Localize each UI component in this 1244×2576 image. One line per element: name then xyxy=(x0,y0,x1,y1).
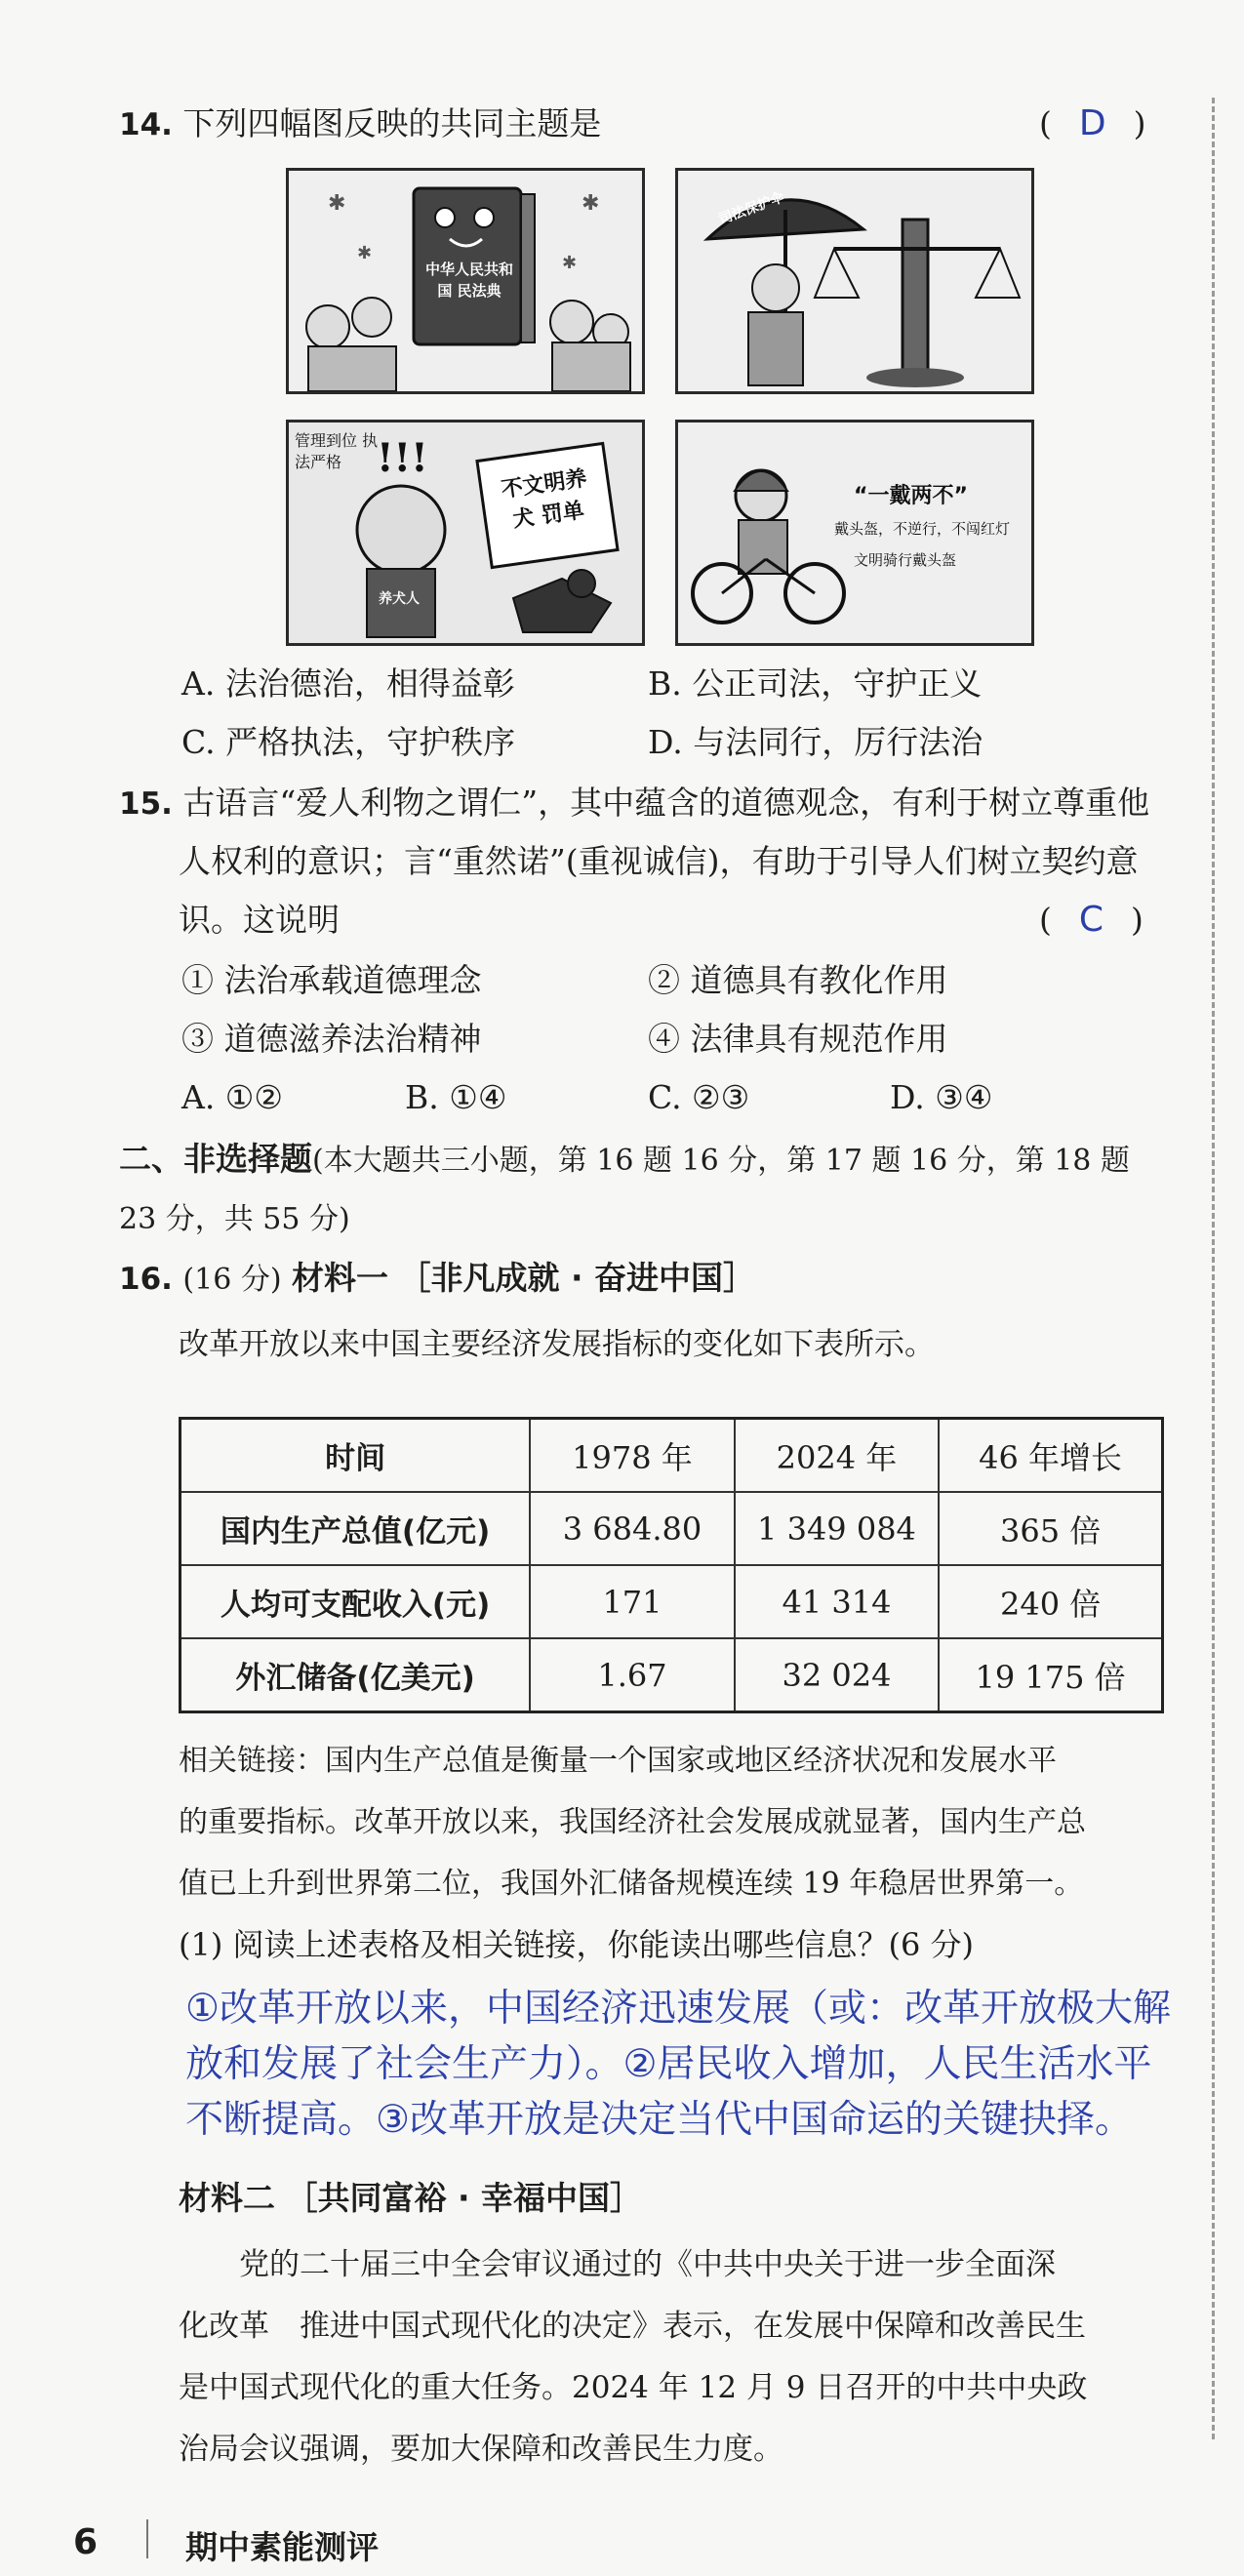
q14-number: 14. xyxy=(119,107,173,142)
q15-item-2: ② 道德具有教化作用 xyxy=(648,961,948,999)
q15-line2: 人权利的意识；言“重然诺”(重视诚信)，有助于引导人们树立契约意 xyxy=(179,842,1139,880)
q16-score: (16 分) xyxy=(182,1263,282,1297)
q16-material2-line3: 是中国式现代化的重大任务。2024 年 12 月 9 日召开的中共中央政 xyxy=(179,2370,1088,2405)
cartoon-umbrella-caption: 司法保护伞 xyxy=(716,189,786,228)
table-cell: 41 314 xyxy=(735,1565,939,1638)
q16-link-line1: 相关链接：国内生产总值是衡量一个国家或地区经济状况和发展水平 xyxy=(179,1744,1057,1778)
cartoon-book-caption: 中华人民共和国 民法典 xyxy=(425,261,514,300)
cartoon-helmet-cycling xyxy=(675,420,1034,646)
table-cell: 国内生产总值(亿元) xyxy=(181,1492,531,1565)
footer-divider xyxy=(146,2519,148,2558)
footer-title: 期中素能测评 xyxy=(185,2528,379,2566)
svg-text:✱: ✱ xyxy=(562,253,578,273)
table-cell: 外汇储备(亿美元) xyxy=(181,1638,531,1712)
q16-material2-line2: 化改革 推进中国式现代化的决定》表示，在发展中保障和改善民生 xyxy=(179,2309,1086,2344)
q14-option-b: B. 公正司法，守护正义 xyxy=(648,664,983,703)
q15-choice-d: D. ③④ xyxy=(890,1078,993,1116)
q14-option-c: C. 严格执法，守护秩序 xyxy=(181,723,516,761)
q15-choice-b: B. ①④ xyxy=(405,1078,507,1116)
section2-note-cont: 23 分，共 55 分) xyxy=(119,1202,350,1236)
q15-number: 15. xyxy=(119,786,173,822)
economic-indicators-table xyxy=(179,1417,1164,1713)
table-header-row xyxy=(181,1419,1163,1493)
q16-material1-label: 材料一 xyxy=(292,1259,389,1297)
table-cell: 32 024 xyxy=(735,1638,939,1712)
q15-answer: C xyxy=(1078,900,1104,940)
svg-text:!!!: !!! xyxy=(377,435,428,481)
cartoon-dog-sign: 不文明养犬 罚单 xyxy=(500,466,589,533)
q16-number: 16. xyxy=(119,1262,173,1297)
cartoon-dog-fine xyxy=(286,420,645,646)
q15-line1: 15. 古语言“爱人利物之谓仁”，其中蕴含的道德观念，有利于树立尊重他 xyxy=(119,784,1150,822)
section2-title: 二、非选择题 xyxy=(119,1140,312,1178)
table-header-cell: 46 年增长 xyxy=(939,1419,1162,1493)
q16-material2-heading xyxy=(179,2174,642,2223)
cartoon-cycling-line1: 戴头盔，不逆行，不闯红灯 xyxy=(834,520,1011,538)
q16-material1-title: ［非凡成就 · 奋进中国］ xyxy=(398,1259,756,1297)
q14-option-a: A. 法治德治，相得益彰 xyxy=(181,664,515,703)
svg-text:✱: ✱ xyxy=(357,243,373,263)
q15-choice-c: C. ②③ xyxy=(648,1078,750,1116)
table-cell: 1.67 xyxy=(530,1638,735,1712)
table-cell: 人均可支配收入(元) xyxy=(181,1565,531,1638)
table-header-cell: 1978 年 xyxy=(530,1419,735,1493)
table-cell: 1 349 084 xyxy=(735,1492,939,1565)
q15-line3: 识。这说明 xyxy=(179,901,340,939)
cartoon-judicial-umbrella xyxy=(675,168,1034,394)
q15-choice-a: A. ①② xyxy=(181,1078,283,1116)
q16-link-line3: 值已上升到世界第二位，我国外汇储备规模连续 19 年稳居世界第一。 xyxy=(179,1867,1084,1901)
q16-heading xyxy=(119,1254,755,1305)
table-row xyxy=(181,1638,1163,1712)
q15-item-4: ④ 法律具有规范作用 xyxy=(648,1020,948,1058)
table-cell: 365 倍 xyxy=(939,1492,1162,1565)
table-cell: 240 倍 xyxy=(939,1565,1162,1638)
q16-material2-label: 材料二 xyxy=(179,2179,275,2217)
q14-stem xyxy=(119,100,601,149)
table-cell: 3 684.80 xyxy=(530,1492,735,1565)
q14-answer-slot: ( D ) xyxy=(1039,103,1146,143)
table-header-cell: 2024 年 xyxy=(735,1419,939,1493)
margin-dashed-line xyxy=(1212,98,1215,2439)
section2-note: (本大题共三小题，第 16 题 16 分，第 17 题 16 分，第 18 题 xyxy=(312,1144,1130,1178)
page-number: 6 xyxy=(73,2522,99,2562)
q16-handwritten-answer: ①改革开放以来，中国经济迅速发展（或：改革开放极大解放和发展了社会生产力）。②居民收入增加，人民生活水平不断提高。③改革开放是决定当代中国命运的关键抉择。 xyxy=(185,1987,1171,2142)
table-header-cell: 时间 xyxy=(181,1419,531,1493)
table-cell: 171 xyxy=(530,1565,735,1638)
q14-stem-text: 下列四幅图反映的共同主题是 xyxy=(182,104,602,142)
cartoon-dog-tag: 管理到位 执法严格 xyxy=(295,431,379,471)
q15-item-3: ③ 道德滋养法治精神 xyxy=(181,1020,482,1058)
table-cell: 19 175 倍 xyxy=(939,1638,1162,1712)
q16-subquestion-1: (1) 阅读上述表格及相关链接，你能读出哪些信息？(6 分) xyxy=(179,1926,975,1963)
svg-text:✱: ✱ xyxy=(328,191,346,216)
q15-answer-slot: ( C ) xyxy=(1039,900,1144,940)
cartoon-dog-person-label: 养犬人 xyxy=(379,591,420,607)
cartoon-cycling-line2: 文明骑行戴头盔 xyxy=(854,551,957,569)
section2-heading xyxy=(119,1135,1130,1186)
q16-intro: 改革开放以来中国主要经济发展指标的变化如下表所示。 xyxy=(179,1327,935,1362)
table-row xyxy=(181,1565,1163,1638)
q16-material2-line4: 治局会议强调，要加大保障和改善民生力度。 xyxy=(179,2432,783,2467)
q14-option-d: D. 与法同行，厉行法治 xyxy=(648,723,983,761)
cartoon-civil-code xyxy=(286,168,645,394)
q16-link-line2: 的重要指标。改革开放以来，我国经济社会发展成就显著，国内生产总 xyxy=(179,1805,1086,1839)
q16-material2-line1: 党的二十届三中全会审议通过的《中共中央关于进一步全面深 xyxy=(239,2247,1056,2282)
q15-item-1: ① 法治承载道德理念 xyxy=(181,961,482,999)
cartoon-cycling-slogan: “一戴两不” xyxy=(854,484,968,508)
q14-answer: D xyxy=(1078,103,1106,143)
q16-material2-title: ［共同富裕 · 幸福中国］ xyxy=(285,2179,643,2217)
table-row xyxy=(181,1492,1163,1565)
svg-text:✱: ✱ xyxy=(582,191,600,216)
